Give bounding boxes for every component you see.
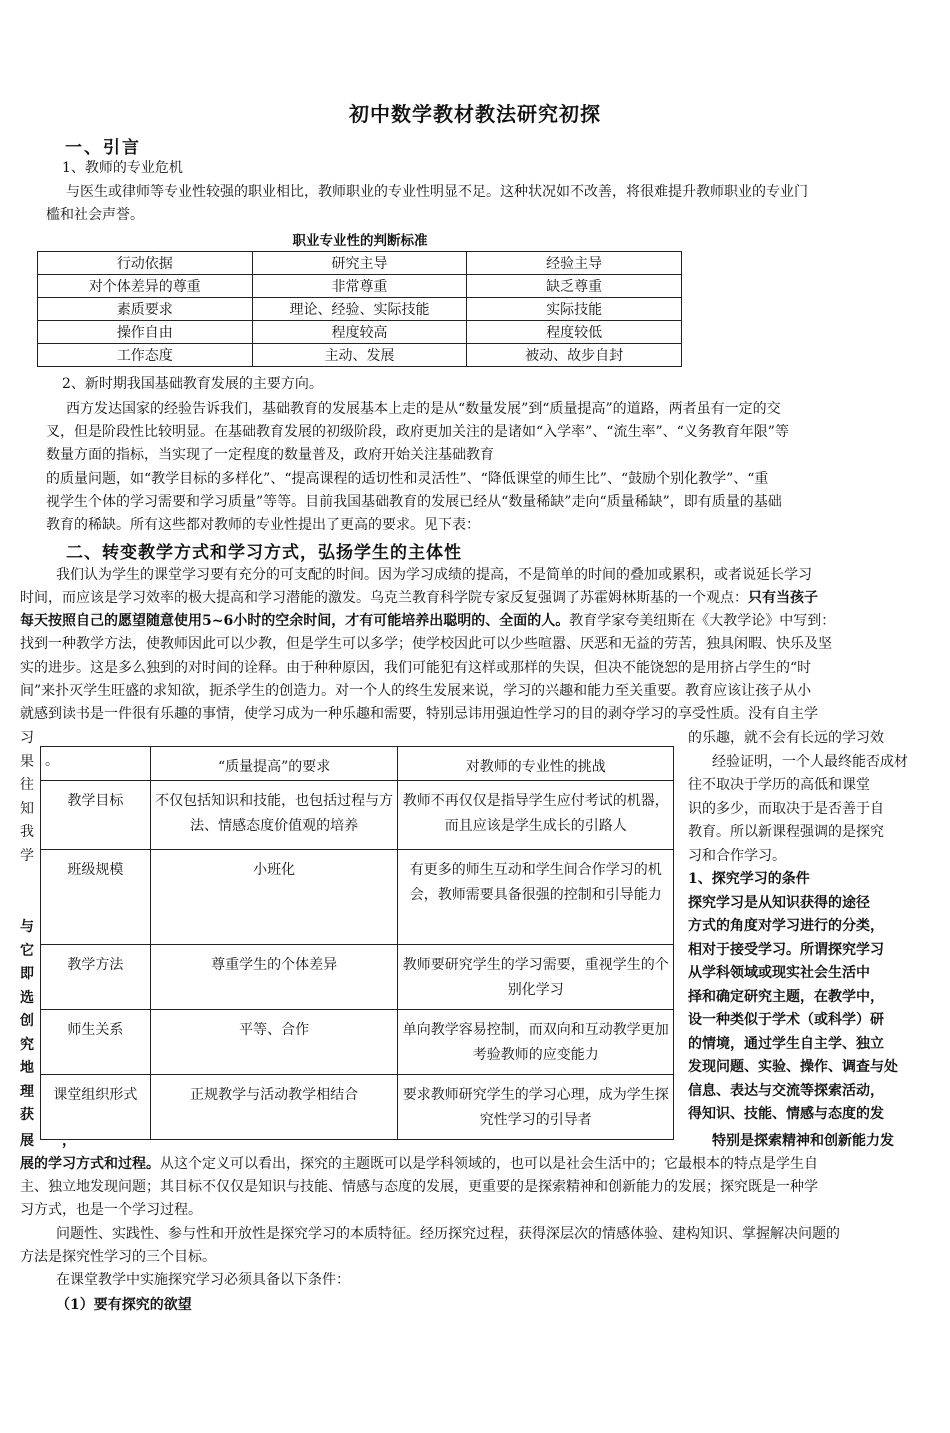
text-line: 特别是探索精神和创新能力发 (712, 1133, 894, 1149)
char: 知 (20, 800, 34, 817)
table-cell: 尊重学生的个体差异 (150, 945, 398, 1010)
char: 理 (20, 1083, 34, 1100)
char: 选 (20, 989, 34, 1006)
paragraph-line (20, 587, 818, 610)
text-line: 探究学习是从知识获得的途径 (688, 894, 870, 911)
char: 究 (20, 1036, 34, 1053)
table-cell: 有更多的师生互动和学生间合作学习的机会，教师需要具备很强的控制和引导能力 (398, 850, 674, 945)
paragraph-line: 主、独立地发现问题；其目标不仅仅是知识与技能、情感与态度的发展，更重要的是探索精神和创新能力的发展；探究既是一种学 (20, 1179, 818, 1195)
table-cell: 理论、经验、实际技能 (252, 298, 467, 321)
table-cell: 对教师的专业性的挑战 (398, 747, 674, 781)
table-cell: 师生关系 (41, 1010, 151, 1075)
text-line: 的乐趣，就不会有长远的学习效 (688, 730, 884, 746)
right-wrapped-text (688, 727, 943, 1127)
table-row (41, 1010, 674, 1075)
subheading-teacher-crisis: 1、教师的专业危机 (62, 160, 183, 176)
text-line: 设一种类似于学术（或科学）研 (688, 1012, 884, 1028)
table-cell: 单向教学容易控制，而双向和互动教学更加考验教师的应变能力 (398, 1010, 674, 1075)
text-line: 相对于接受学习。所谓探究学习 (688, 941, 884, 958)
text-line: 得知识、技能、情感与态度的发 (688, 1106, 884, 1122)
wrapped-char: ， (62, 1133, 76, 1149)
section-2-heading: 二、转变教学方式和学习方式，弘扬学生的主体性 (66, 543, 462, 563)
table-row (38, 252, 682, 275)
paragraph-line: 数量方面的指标，当实现了一定程度的数量普及，政府开始关注基础教育 (46, 447, 494, 463)
text-line: 择和确定研究主题，在教学中， (688, 988, 884, 1005)
table-row (41, 1075, 674, 1140)
quote-bold: 每天按照自己的愿望随意使用5~6小时的空余时间，才有可能培养出聪明的、全面的人。 (20, 613, 570, 629)
table-row (41, 747, 674, 781)
char: 获 (20, 1107, 34, 1123)
table-cell: 。 (41, 747, 151, 781)
table-cell: 平等、合作 (150, 1010, 398, 1075)
document-title: 初中数学教材教法研究初探 (349, 102, 601, 126)
paragraph-line: 我们认为学生的课堂学习要有充分的可支配的时间。因为学习成绩的提高，不是简单的时间的叠加或累积，或者说延长学习 (56, 567, 812, 583)
text-line: 教育。所以新课程强调的是探究 (688, 824, 884, 840)
text-run: 从这个定义可以看出，探究的主题既可以是学科领域的，也可以是社会生活中的；它最根本的特点是学生自 (160, 1156, 818, 1172)
table-cell: 工作态度 (38, 344, 253, 367)
condition-heading: （1）要有探究的欲望 (56, 1297, 192, 1313)
table-cell: 教师不再仅仅是指导学生应付考试的机器，而且应该是学生成长的引路人 (398, 781, 674, 850)
section-1-heading: 一、引言 (65, 138, 141, 158)
text-line: 经验证明，一个人最终能否成材 (712, 753, 908, 770)
table-cell: 素质要求 (38, 298, 253, 321)
table-cell: 教学目标 (41, 781, 151, 850)
text-line: 习和合作学习。 (688, 847, 786, 864)
char: 学 (20, 847, 34, 864)
subheading-education-direction: 2、新时期我国基础教育发展的主要方向。 (62, 376, 323, 392)
table-cell: 实际技能 (467, 298, 682, 321)
table-cell: 教学方法 (41, 945, 151, 1010)
text-run: 时间，而应该是学习效率的极大提高和学习潜能的激发。乌克兰教育科学院专家反复强调了苏霍姆林斯基的一个观点： (20, 590, 748, 606)
char: 往 (20, 777, 34, 793)
table-cell: 研究主导 (252, 252, 467, 275)
char: 与 (20, 919, 34, 935)
text-line: 发现问题、实验、操作、调查与处 (688, 1059, 898, 1075)
table-cell: 教师要研究学生的学习需要，重视学生的个别化学习 (398, 945, 674, 1010)
table-cell: 课堂组织形式 (41, 1075, 151, 1140)
char: 地 (20, 1060, 34, 1076)
table-row (41, 850, 674, 945)
char: 创 (20, 1013, 34, 1029)
paragraph-line: 习方式，也是一个学习过程。 (20, 1202, 202, 1218)
table-cell: 小班化 (150, 850, 398, 945)
table-cell: 程度较高 (252, 321, 467, 344)
paragraph-line: 在课堂教学中实施探究学习必须具备以下条件： (56, 1272, 350, 1288)
table-cell: 对个体差异的尊重 (38, 275, 253, 298)
text-line: 往不取决于学历的高低和课堂 (688, 777, 870, 793)
table-cell: 要求教师研究学生的学习心理，成为学生探究性学习的引导者 (398, 1075, 674, 1140)
text-line: 从学科领域或现实社会生活中 (688, 965, 870, 981)
table-cell: 行动依据 (38, 252, 253, 275)
text-line: 方式的角度对学习进行的分类， (688, 918, 884, 934)
table-cell: 经验主导 (467, 252, 682, 275)
wrapped-text-column (20, 916, 34, 1128)
table-row (41, 945, 674, 1010)
table-cell: 被动、故步自封 (467, 344, 682, 367)
table-row (38, 275, 682, 298)
quality-requirements-table (40, 746, 674, 1140)
table-row (41, 781, 674, 850)
table-cell: 不仅包括知识和技能，也包括过程与方法、情感态度价值观的培养 (150, 781, 398, 850)
paragraph-line: 问题性、实践性、参与性和开放性是探究学习的本质特征。经历探究过程，获得深层次的情感体验、建构知识、掌握解决问题的 (56, 1226, 840, 1242)
paragraph-line: 方法是探究性学习的三个目标。 (20, 1249, 216, 1265)
paragraph-line (20, 610, 835, 633)
quote-bold: 只有当孩子 (748, 590, 818, 606)
text-line: 1、探究学习的条件 (688, 871, 810, 887)
table-caption: 职业专业性的判断标准 (292, 233, 428, 249)
char: 果 (20, 753, 34, 770)
table-cell: “质量提高”的要求 (150, 747, 398, 781)
text-line: 的情境，通过学生自主学、独立 (688, 1035, 884, 1052)
table-cell: 非常尊重 (252, 275, 467, 298)
paragraph-line: 教育的稀缺。所有这些都对教师的专业性提出了更高的要求。见下表： (46, 517, 480, 533)
text-run: 教育学家夸美纽斯在《大教学论》中写到： (569, 613, 836, 629)
wrapped-text-column (20, 727, 34, 868)
paragraph-line: 就感到读书是一件很有乐趣的事情，使学习成为一种乐趣和需要，特别忌讳用强迫性学习的目的剥夺学习的享受性质。没有自主学 (20, 706, 818, 722)
table-cell: 程度较低 (467, 321, 682, 344)
text-line: 识的多少，而取决于是否善于自 (688, 800, 884, 817)
paragraph-line: 的质量问题，如“教学目标的多样化”、“提高课程的适切性和灵活性”、“降低课堂的师生比”、“鼓励个别化教学”、“重 (46, 471, 769, 487)
table-row (38, 344, 682, 367)
definition-bold: 展的学习方式和过程。 (20, 1156, 160, 1172)
professionalism-criteria-table (37, 251, 682, 367)
paragraph-line: 西方发达国家的经验告诉我们，基础教育的发展基本上走的是从“数量发展”到“质量提高”的道路，两者虽有一定的交 (66, 401, 781, 417)
char: 我 (20, 824, 34, 840)
table-cell: 缺乏尊重 (467, 275, 682, 298)
paragraph-line: 间”来扑灭学生旺盛的求知欲，扼杀学生的创造力。对一个人的终生发展来说，学习的兴趣和能力至关重要。教育应该让孩子从小 (20, 683, 812, 699)
paragraph-line (20, 1153, 818, 1176)
table-row (38, 321, 682, 344)
text-line: 信息、表达与交流等探索活动， (688, 1082, 884, 1099)
wrapped-char: 展 (20, 1133, 34, 1149)
paragraph-line: 叉，但是阶段性比较明显。在基础教育发展的初级阶段，政府更加关注的是诸如“入学率”、“流生率”、“义务教育年限”等 (46, 424, 789, 440)
paragraph-line: 与医生或律师等专业性较强的职业相比，教师职业的专业性明显不足。这种状况如不改善，将很难提升教师职业的专业门 (66, 184, 808, 200)
char: 习 (20, 730, 34, 746)
paragraph-line: 找到一种教学方法，使教师因此可以少教，但是学生可以多学；使学校因此可以少些喧嚣、厌恶和无益的劳苦，独具闲暇、快乐及坚 (20, 636, 832, 652)
paragraph-line: 视学生个体的学习需要和学习质量”等等。目前我国基础教育的发展已经从“数量稀缺”走向“质量稀缺”，即有质量的基础 (46, 494, 782, 510)
paragraph-line: 槛和社会声誉。 (46, 207, 144, 223)
char: 它 (20, 942, 34, 959)
table-cell: 主动、发展 (252, 344, 467, 367)
table-cell: 操作自由 (38, 321, 253, 344)
table-cell: 正规教学与活动教学相结合 (150, 1075, 398, 1140)
paragraph-line: 实的进步。这是多么独到的对时间的诠释。由于种种原因，我们可能犯有这样或那样的失误，但决不能饶恕的是用挤占学生的“时 (20, 660, 812, 676)
table-cell: 班级规模 (41, 850, 151, 945)
table-row (38, 298, 682, 321)
char: 即 (20, 966, 34, 982)
